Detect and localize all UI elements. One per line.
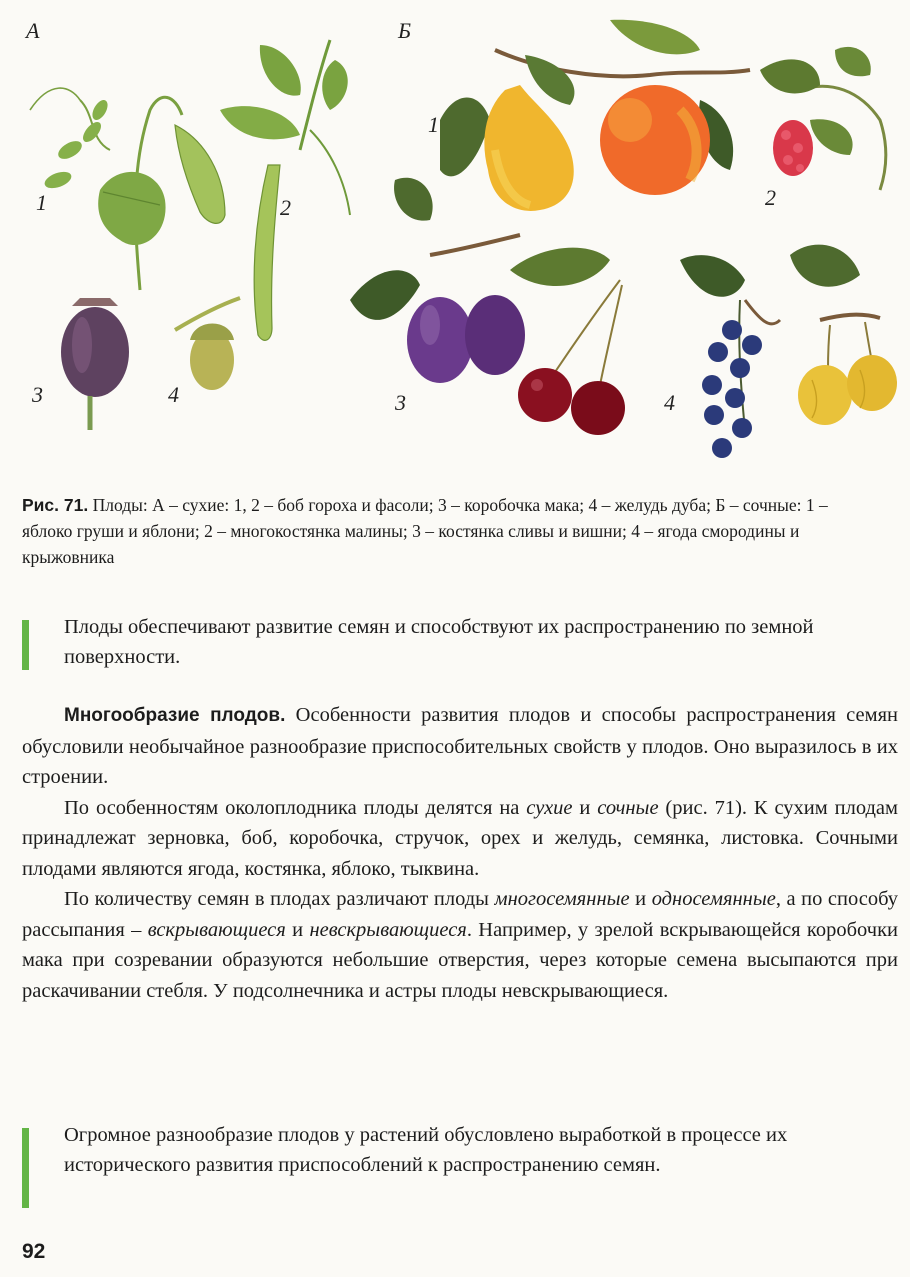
section-body — [22, 700, 898, 1006]
paragraph-2 — [22, 793, 898, 885]
p3-term-many-seeded: многосемянные — [494, 888, 630, 910]
p2-text-b: и — [572, 796, 598, 819]
fruit-illustration — [0, 0, 910, 475]
callout-text-1: Плоды обеспечивают развитие семян и способствуют их распространению по земной поверхности. — [64, 616, 814, 668]
callout-bar — [22, 1128, 29, 1208]
label-b3: 3 — [395, 390, 406, 415]
p2-term-juicy: сочные — [597, 796, 659, 819]
label-a2: 2 — [280, 195, 291, 220]
page-number: 92 — [22, 1240, 46, 1263]
label-b1: 1 — [428, 112, 439, 137]
p2-text-a: По особенностям околоплодника плоды делятся на — [64, 796, 527, 819]
p3-term-one-seeded: односемянные — [651, 888, 776, 910]
p2-term-dry: сухие — [526, 796, 573, 819]
bean-pod-illustration — [220, 40, 350, 340]
label-b2: 2 — [765, 185, 776, 210]
callout-text-2: Огромное разнообразие плодов у растений обусловлено выработкой в процессе их исторического развития приспособлений к распространению семян. — [64, 1124, 788, 1176]
p3-text-b: и — [629, 888, 652, 910]
p2-text-c: (рис. 71). К сухим плодам принадлежат зерновка, боб, коробочка, стручок, орех и желудь, семянка, листовка. Сочными плодами являются ягода, костянка, яблоко, тыквина. — [22, 796, 898, 880]
callout-bar — [22, 620, 29, 670]
figure-caption — [22, 492, 842, 570]
label-a1: 1 — [36, 190, 47, 215]
label-a3: 3 — [32, 382, 43, 407]
p3-text-e: . Например, у зрелой вскрывающейся коробочки мака при созревании образуются небольшие отверстия, через которые семена высыпаются при раскачивании стебля. У подсолнечника и астры плоды невскрывающиеся. — [22, 918, 898, 1002]
label-b4: 4 — [664, 390, 675, 415]
caption-lead: Рис. 71. — [22, 495, 89, 515]
currant-gooseberry-illustration — [680, 245, 897, 458]
p3-text-c: , а по способу рассыпания – — [22, 888, 898, 941]
paragraph-3 — [22, 884, 898, 1006]
panel-letter-b: Б — [398, 18, 411, 43]
panel-letter-a: А — [26, 18, 40, 43]
p3-text-d: и — [285, 918, 310, 941]
callout-box-2 — [22, 1120, 892, 1180]
paragraph-1-text: Особенности развития плодов и способы распространения семян обусловили необычайное разнообразие приспособительных свойств у плодов. Оно выразилось в их строении. — [22, 704, 898, 788]
plum-cherry-illustration — [350, 178, 625, 435]
paragraph-1 — [22, 700, 898, 793]
label-a4: 4 — [168, 382, 179, 407]
section-heading: Многообразие плодов. — [64, 705, 286, 726]
raspberry-illustration — [760, 47, 886, 190]
p3-text-a: По количеству семян в плодах различают плоды — [64, 888, 495, 910]
figure-71 — [0, 0, 910, 475]
callout-box-1 — [22, 612, 892, 672]
p3-term-indehiscent: невскрывающиеся — [309, 918, 467, 941]
pea-pod-illustration — [30, 88, 225, 290]
poppy-capsule-illustration — [61, 298, 129, 430]
pear-apple-illustration — [440, 20, 750, 211]
p3-term-dehiscent: вскрывающиеся — [147, 918, 286, 941]
caption-text: Плоды: А – сухие: 1, 2 – боб гороха и фасоли; 3 – коробочка мака; 4 – желудь дуба; Б – сочные: 1 – яблоко груши и яблони; 2 – многокостянка малины; 3 – костянка сливы и вишни; 4 – ягода смородины и крыжовника — [22, 495, 828, 567]
acorn-illustration — [175, 298, 240, 390]
